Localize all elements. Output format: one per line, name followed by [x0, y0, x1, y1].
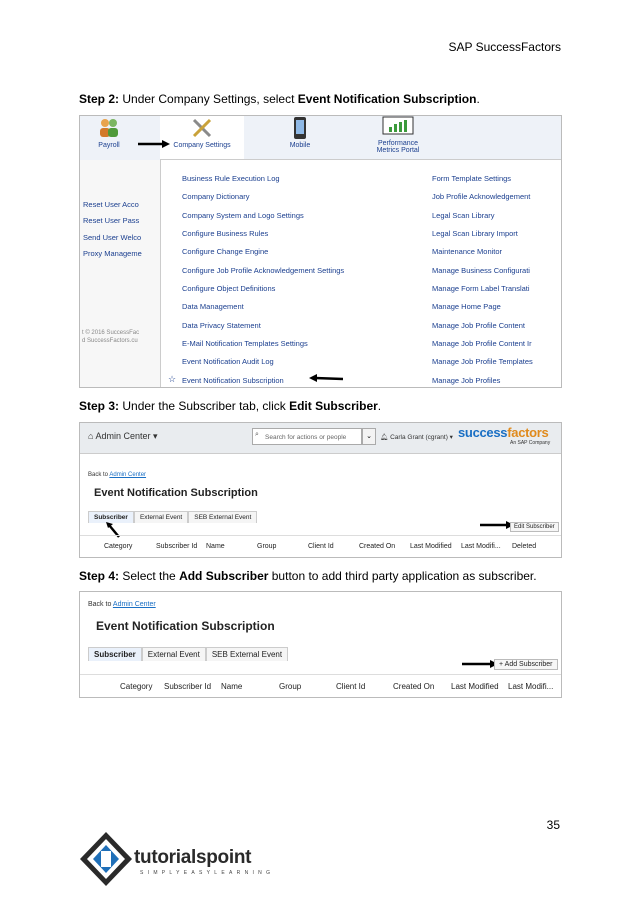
step-text: Under Company Settings, select: [119, 92, 298, 106]
tile-payroll[interactable]: [84, 116, 134, 149]
breadcrumb: [88, 472, 146, 478]
button-label: Add Subscriber: [504, 661, 553, 668]
menu-item[interactable]: Manage Job Profile Templates: [432, 357, 533, 366]
logo-text: tutorialspoint: [134, 847, 252, 868]
plus-icon: +: [499, 661, 505, 668]
menu-item[interactable]: Company Dictionary: [182, 192, 250, 201]
column-header[interactable]: Client Id: [336, 682, 366, 691]
tile-label: Payroll: [98, 142, 120, 149]
bell-icon: 🔔︎: [380, 434, 389, 441]
left-item[interactable]: Reset User Acco: [83, 200, 139, 209]
step-label: Step 4:: [79, 569, 120, 583]
tab-seb-external-event[interactable]: SEB External Event: [206, 647, 288, 661]
company-settings-screenshot: [79, 115, 562, 388]
tile-label: Performance: [377, 140, 419, 147]
home-icon: ⌂: [88, 431, 94, 441]
arrow-pointer-icon: [138, 140, 170, 148]
tile-mobile[interactable]: [270, 116, 330, 149]
arrow-pointer-icon: [462, 660, 498, 668]
step-end: .: [476, 92, 480, 106]
column-header[interactable]: Subscriber Id: [164, 682, 212, 691]
tab-subscriber[interactable]: Subscriber: [88, 647, 142, 661]
menu-item[interactable]: Data Privacy Statement: [182, 321, 261, 330]
page-title: Event Notification Subscription: [94, 487, 258, 499]
logo-tagline: SIMPLYEASYLEARNING: [140, 870, 275, 876]
menu-item[interactable]: Form Template Settings: [432, 174, 512, 183]
tab-bar: [88, 647, 288, 661]
step-bold: Event Notification Subscription: [297, 92, 477, 106]
menu-item[interactable]: Manage Job Profile Content Ir: [432, 339, 532, 348]
menu-item[interactable]: Event Notification Audit Log: [182, 357, 274, 366]
column-header[interactable]: Created On: [393, 682, 435, 691]
menu-item[interactable]: Maintenance Monitor: [432, 247, 503, 256]
tab-subscriber[interactable]: Subscriber: [88, 511, 134, 523]
user-actions-column: [80, 160, 160, 387]
step-end: .: [377, 399, 382, 413]
column-header[interactable]: Deleted: [512, 543, 537, 550]
edit-subscriber-button[interactable]: Edit Subscriber: [510, 522, 559, 532]
menu-item-event-notification-subscription[interactable]: Event Notification Subscription: [182, 376, 284, 385]
menu-item[interactable]: Business Rule Execution Log: [182, 174, 280, 183]
user-menu[interactable]: [380, 433, 453, 441]
page-title: Event Notification Subscription: [96, 619, 275, 633]
column-header[interactable]: Name: [206, 543, 225, 550]
copyright-line: t © 2016 SuccessFac: [82, 330, 140, 336]
back-link[interactable]: Admin Center: [112, 601, 156, 608]
copyright-line: d SuccessFactors.cu: [82, 338, 138, 344]
arrow-pointer-icon: [309, 374, 343, 383]
column-header[interactable]: Last Modifi...: [508, 682, 554, 691]
star-icon: ☆: [168, 374, 177, 384]
menu-item[interactable]: Manage Home Page: [432, 302, 501, 311]
column-header[interactable]: Subscriber Id: [156, 543, 198, 550]
subscriber-table-header: [80, 674, 561, 698]
tile-company-settings[interactable]: [160, 116, 244, 160]
column-header[interactable]: Category: [104, 543, 133, 550]
add-subscriber-button[interactable]: [494, 659, 558, 670]
step-2-instruction: [79, 92, 480, 106]
menu-item[interactable]: Legal Scan Library Import: [432, 229, 518, 238]
menu-item[interactable]: E-Mail Notification Templates Settings: [182, 339, 308, 348]
search-icon: ⌕: [255, 431, 259, 438]
left-item[interactable]: Send User Welco: [83, 233, 142, 242]
back-link[interactable]: Admin Center: [109, 472, 147, 478]
menu-item[interactable]: Configure Object Definitions: [182, 284, 276, 293]
menu-item[interactable]: Legal Scan Library: [432, 211, 495, 220]
tile-label: Company Settings: [173, 142, 231, 149]
admin-header-bar: [80, 423, 561, 454]
admin-center-label: Admin Center ▾: [95, 431, 158, 441]
tile-performance-metrics[interactable]: [360, 116, 436, 154]
column-header[interactable]: Last Modified: [410, 543, 452, 550]
breadcrumb: [88, 601, 156, 608]
step-text: Select the: [119, 569, 180, 583]
step-4-instruction: [79, 569, 537, 583]
subscriber-table-header: [80, 535, 561, 558]
monitor-chart-icon: [381, 116, 415, 138]
column-header[interactable]: Group: [279, 682, 302, 691]
successfactors-logo: [458, 425, 548, 440]
menu-item[interactable]: Data Management: [182, 302, 244, 311]
menu-item[interactable]: Manage Job Profiles: [432, 376, 501, 385]
phone-icon: [287, 116, 313, 140]
tile-label: Metrics Portal: [376, 147, 420, 154]
user-name: Carla Grant (cgrant) ▾: [390, 434, 453, 441]
breadcrumb-prefix: Back to: [88, 601, 113, 608]
menu-item[interactable]: Job Profile Acknowledgement: [432, 192, 531, 201]
search-input[interactable]: Search for actions or people: [252, 428, 362, 445]
logo-part: success: [458, 425, 508, 440]
left-item[interactable]: Proxy Manageme: [83, 249, 142, 258]
menu-item[interactable]: Configure Job Profile Acknowledgement Settings: [182, 266, 345, 275]
tutorialspoint-logo: [78, 830, 278, 890]
people-icon: [96, 116, 122, 140]
breadcrumb-prefix: Back to: [88, 472, 110, 478]
tab-external-event[interactable]: External Event: [134, 511, 188, 523]
admin-center-menu[interactable]: [88, 431, 158, 442]
column-header[interactable]: Last Modified: [451, 682, 499, 691]
tools-icon: [189, 116, 215, 140]
step-end: button to add third party application as subscriber.: [268, 569, 537, 583]
column-header[interactable]: Client Id: [308, 543, 334, 550]
subscriber-tab-screenshot: [79, 422, 562, 558]
step-bold: Add Subscriber: [179, 569, 269, 583]
search-dropdown-button[interactable]: ⌄: [362, 428, 376, 445]
page-number: 35: [546, 818, 560, 832]
tab-seb-external-event[interactable]: SEB External Event: [188, 511, 257, 523]
logo-part: factors: [507, 425, 549, 440]
logo-emblem-icon: [78, 830, 134, 888]
menu-item[interactable]: Configure Business Rules: [182, 229, 269, 238]
column-header[interactable]: Last Modifi...: [461, 543, 501, 550]
add-subscriber-screenshot: [79, 591, 562, 698]
step-text: Under the Subscriber tab, click: [119, 399, 290, 413]
tile-label: Mobile: [289, 142, 311, 149]
tab-external-event[interactable]: External Event: [142, 647, 206, 661]
step-label: Step 2:: [79, 92, 120, 106]
column-header[interactable]: Created On: [359, 543, 396, 550]
column-header[interactable]: Name: [221, 682, 243, 691]
logo-subtitle: An SAP Company: [510, 440, 551, 446]
page-header: SAP SuccessFactors: [448, 40, 561, 54]
column-header[interactable]: Group: [257, 543, 277, 550]
company-settings-menu: [160, 159, 562, 388]
menu-item[interactable]: Manage Form Label Translati: [432, 284, 530, 293]
step-label: Step 3:: [79, 399, 120, 413]
menu-item[interactable]: Manage Business Configurati: [432, 266, 530, 275]
column-header[interactable]: Category: [120, 682, 153, 691]
menu-item[interactable]: Manage Job Profile Content: [432, 321, 525, 330]
menu-item[interactable]: Company System and Logo Settings: [182, 211, 304, 220]
left-item[interactable]: Reset User Pass: [83, 216, 140, 225]
menu-item[interactable]: Configure Change Engine: [182, 247, 269, 256]
step-bold: Edit Subscriber: [289, 399, 378, 413]
step-3-instruction: [79, 399, 381, 413]
arrow-pointer-icon: [480, 521, 514, 529]
